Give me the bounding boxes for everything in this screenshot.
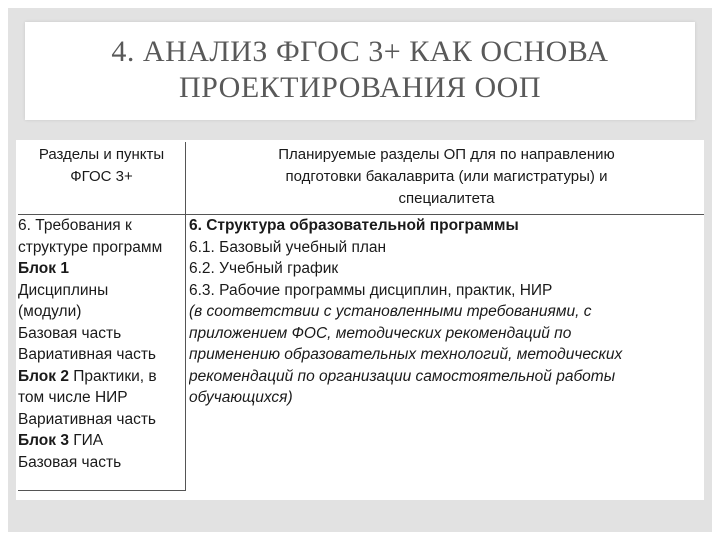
fgos-line (18, 258, 185, 280)
fgos-line (18, 409, 185, 431)
program-line: 6.2. Учебный график (189, 260, 339, 277)
fgos-line (18, 280, 185, 302)
slide-title-line-2: ПРОЕКТИРОВАНИЯ ООП (178, 71, 542, 104)
fgos-line (18, 430, 185, 452)
fgos-line-text: ГИА (68, 432, 104, 449)
fgos-line-text: том числе НИР (18, 389, 128, 406)
fgos-line (18, 452, 185, 474)
fgos-line (18, 301, 185, 323)
slide-title-box (25, 22, 695, 120)
fgos-line-text: Вариативная часть (18, 410, 157, 428)
fgos-line-bold: Блок 2 (18, 367, 69, 385)
header-left-line: ФГОС 3+ (70, 168, 133, 185)
content-area (16, 140, 704, 500)
fgos-line (18, 366, 185, 388)
fgos-line-text: структуре программ (18, 238, 163, 256)
table-header-row (18, 142, 704, 215)
program-line: 6.1. Базовый учебный план (189, 238, 387, 256)
fgos-line-text: Вариативная часть (18, 346, 157, 363)
header-right-line: подготовки бакалаврита (или магистратуры) и (285, 168, 608, 185)
program-line: применению образовательных технологий, методических (189, 346, 623, 363)
program-line: приложением ФОС, методических рекомендаций по (189, 324, 572, 342)
header-right-cell (186, 142, 705, 215)
slide-title-line-1: 4. АНАЛИЗ ФГОС 3+ КАК ОСНОВА (111, 35, 609, 68)
fgos-line (18, 344, 185, 366)
fgos-line-bold: Блок 3 (18, 432, 69, 449)
program-line: обучающихся) (189, 389, 293, 406)
program-line: рекомендаций по организации самостоятельной работы (189, 367, 616, 385)
fgos-line-text: Практики, в (68, 367, 157, 385)
header-left-cell (18, 142, 186, 215)
fgos-line (18, 323, 185, 345)
program-line: 6.3. Рабочие программы дисциплин, практик, НИР (189, 281, 553, 299)
header-left-line: Разделы и пункты (38, 146, 165, 163)
fgos-sections-cell (18, 215, 186, 491)
fgos-line (18, 215, 185, 237)
fgos-line-text: Дисциплины (18, 281, 109, 299)
header-right-line: специалитета (398, 190, 495, 207)
fgos-line (18, 387, 185, 409)
table-body-row (18, 215, 704, 491)
program-line: 6. Структура образовательной программы (189, 217, 519, 234)
program-line: (в соответствии с установленными требованиями, с (189, 303, 592, 320)
program-sections-cell (186, 215, 705, 491)
header-right-line: Планируемые разделы ОП для по направлению (278, 146, 615, 163)
fgos-line-text: Базовая часть (18, 324, 122, 342)
fgos-line-bold: Блок 1 (18, 260, 69, 277)
fgos-line-text: Базовая часть (18, 453, 122, 471)
fgos-line-text: 6. Требования к (18, 217, 132, 234)
fgos-line-text: (модули) (18, 303, 82, 320)
comparison-table (18, 142, 704, 491)
fgos-line (18, 237, 185, 259)
